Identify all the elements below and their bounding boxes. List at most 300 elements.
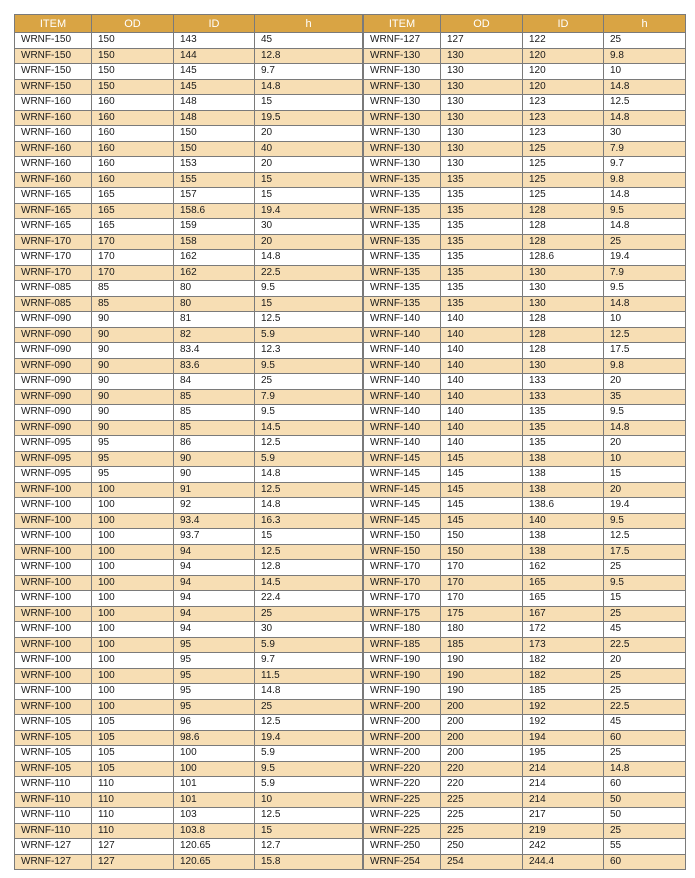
table-row	[15, 653, 363, 669]
id-cell: 85	[174, 405, 255, 421]
od-cell: 105	[92, 761, 174, 777]
table-row	[364, 839, 686, 855]
id-cell: 128	[523, 312, 604, 328]
item-cell: WRNF-085	[15, 296, 92, 312]
item-cell: WRNF-175	[364, 606, 441, 622]
item-cell: WRNF-140	[364, 343, 441, 359]
h-cell: 14.8	[255, 684, 363, 700]
id-cell: 120.65	[174, 839, 255, 855]
od-cell: 225	[441, 808, 523, 824]
id-cell: 153	[174, 157, 255, 173]
item-cell: WRNF-090	[15, 374, 92, 390]
item-cell: WRNF-145	[364, 498, 441, 514]
table-row	[15, 777, 363, 793]
h-cell: 20	[604, 653, 686, 669]
id-cell: 94	[174, 606, 255, 622]
id-cell: 214	[523, 777, 604, 793]
table-row	[15, 64, 363, 80]
item-cell: WRNF-100	[15, 591, 92, 607]
h-cell: 60	[604, 854, 686, 870]
od-cell: 100	[92, 482, 174, 498]
table-row	[15, 591, 363, 607]
id-cell: 123	[523, 110, 604, 126]
od-cell: 200	[441, 699, 523, 715]
id-cell: 85	[174, 389, 255, 405]
od-cell: 170	[92, 250, 174, 266]
item-cell: WRNF-100	[15, 622, 92, 638]
od-cell: 165	[92, 188, 174, 204]
id-cell: 244.4	[523, 854, 604, 870]
item-cell: WRNF-170	[364, 591, 441, 607]
h-cell: 20	[255, 126, 363, 142]
h-cell: 30	[255, 622, 363, 638]
table-row	[15, 451, 363, 467]
od-cell: 110	[92, 808, 174, 824]
id-cell: 100	[174, 746, 255, 762]
id-cell: 93.7	[174, 529, 255, 545]
item-cell: WRNF-100	[15, 575, 92, 591]
id-cell: 83.6	[174, 358, 255, 374]
id-cell: 192	[523, 699, 604, 715]
item-cell: WRNF-200	[364, 730, 441, 746]
od-cell: 135	[441, 296, 523, 312]
od-cell: 90	[92, 343, 174, 359]
item-cell: WRNF-225	[364, 823, 441, 839]
h-cell: 9.7	[255, 653, 363, 669]
h-cell: 9.5	[255, 281, 363, 297]
h-cell: 22.5	[604, 699, 686, 715]
id-cell: 144	[174, 48, 255, 64]
od-cell: 95	[92, 436, 174, 452]
id-cell: 158	[174, 234, 255, 250]
table-row	[364, 637, 686, 653]
h-cell: 45	[604, 622, 686, 638]
id-cell: 80	[174, 296, 255, 312]
item-cell: WRNF-135	[364, 250, 441, 266]
od-cell: 175	[441, 606, 523, 622]
table-row	[15, 792, 363, 808]
od-cell: 190	[441, 684, 523, 700]
od-cell: 100	[92, 622, 174, 638]
od-cell: 160	[92, 141, 174, 157]
table-row	[364, 699, 686, 715]
item-cell: WRNF-140	[364, 358, 441, 374]
od-cell: 220	[441, 777, 523, 793]
id-cell: 120	[523, 48, 604, 64]
od-cell: 105	[92, 730, 174, 746]
item-cell: WRNF-160	[15, 172, 92, 188]
h-cell: 15	[604, 467, 686, 483]
table-row	[364, 606, 686, 622]
h-cell: 45	[255, 33, 363, 49]
od-cell: 100	[92, 498, 174, 514]
table-row	[364, 529, 686, 545]
h-cell: 25	[604, 560, 686, 576]
h-cell: 14.5	[255, 420, 363, 436]
id-cell: 123	[523, 95, 604, 111]
item-cell: WRNF-130	[364, 110, 441, 126]
id-cell: 95	[174, 684, 255, 700]
od-cell: 200	[441, 730, 523, 746]
table-header-row	[15, 15, 363, 33]
id-cell: 182	[523, 668, 604, 684]
id-cell: 94	[174, 575, 255, 591]
item-cell: WRNF-250	[364, 839, 441, 855]
table-row	[15, 699, 363, 715]
id-cell: 138	[523, 544, 604, 560]
od-cell: 100	[92, 591, 174, 607]
item-cell: WRNF-190	[364, 668, 441, 684]
od-cell: 127	[92, 839, 174, 855]
h-cell: 22.5	[604, 637, 686, 653]
h-cell: 20	[255, 157, 363, 173]
h-cell: 40	[255, 141, 363, 157]
item-cell: WRNF-135	[364, 296, 441, 312]
h-cell: 25	[604, 33, 686, 49]
id-cell: 120	[523, 79, 604, 95]
table-row	[364, 513, 686, 529]
table-row	[364, 560, 686, 576]
id-cell: 135	[523, 420, 604, 436]
item-cell: WRNF-145	[364, 451, 441, 467]
item-cell: WRNF-180	[364, 622, 441, 638]
od-cell: 110	[92, 823, 174, 839]
h-cell: 14.8	[255, 498, 363, 514]
od-cell: 150	[92, 64, 174, 80]
od-cell: 170	[92, 234, 174, 250]
id-cell: 145	[174, 79, 255, 95]
h-cell: 25	[604, 606, 686, 622]
table-row	[15, 296, 363, 312]
item-cell: WRNF-127	[15, 839, 92, 855]
h-cell: 20	[604, 374, 686, 390]
table-row	[364, 110, 686, 126]
id-cell: 125	[523, 188, 604, 204]
column-header-h: h	[604, 15, 686, 33]
od-cell: 100	[92, 637, 174, 653]
item-cell: WRNF-150	[15, 64, 92, 80]
od-cell: 130	[441, 79, 523, 95]
h-cell: 14.8	[604, 219, 686, 235]
h-cell: 15	[604, 591, 686, 607]
item-cell: WRNF-170	[364, 575, 441, 591]
h-cell: 9.5	[255, 358, 363, 374]
id-cell: 101	[174, 777, 255, 793]
od-cell: 95	[92, 467, 174, 483]
id-cell: 125	[523, 141, 604, 157]
id-cell: 90	[174, 467, 255, 483]
od-cell: 105	[92, 746, 174, 762]
table-row	[15, 606, 363, 622]
table-row	[364, 792, 686, 808]
h-cell: 12.3	[255, 343, 363, 359]
table-row	[15, 343, 363, 359]
item-cell: WRNF-130	[364, 95, 441, 111]
id-cell: 214	[523, 792, 604, 808]
od-cell: 160	[92, 110, 174, 126]
od-cell: 185	[441, 637, 523, 653]
h-cell: 55	[604, 839, 686, 855]
table-row	[15, 839, 363, 855]
id-cell: 130	[523, 281, 604, 297]
item-cell: WRNF-145	[364, 513, 441, 529]
table-row	[364, 374, 686, 390]
item-cell: WRNF-170	[364, 560, 441, 576]
id-cell: 150	[174, 141, 255, 157]
id-cell: 95	[174, 699, 255, 715]
h-cell: 17.5	[604, 544, 686, 560]
id-cell: 103.8	[174, 823, 255, 839]
item-cell: WRNF-105	[15, 730, 92, 746]
od-cell: 190	[441, 668, 523, 684]
table-row	[364, 79, 686, 95]
table-row	[15, 560, 363, 576]
item-cell: WRNF-140	[364, 420, 441, 436]
od-cell: 160	[92, 157, 174, 173]
od-cell: 90	[92, 389, 174, 405]
od-cell: 110	[92, 777, 174, 793]
h-cell: 5.9	[255, 637, 363, 653]
table-row	[364, 141, 686, 157]
od-cell: 100	[92, 699, 174, 715]
h-cell: 15	[255, 529, 363, 545]
table-row	[364, 575, 686, 591]
item-cell: WRNF-100	[15, 482, 92, 498]
table-row	[15, 761, 363, 777]
id-cell: 133	[523, 389, 604, 405]
item-cell: WRNF-150	[15, 48, 92, 64]
h-cell: 9.8	[604, 172, 686, 188]
item-cell: WRNF-130	[364, 48, 441, 64]
table-row	[364, 715, 686, 731]
item-cell: WRNF-140	[364, 405, 441, 421]
h-cell: 7.9	[604, 265, 686, 281]
item-cell: WRNF-135	[364, 281, 441, 297]
id-cell: 128	[523, 203, 604, 219]
id-cell: 120.65	[174, 854, 255, 870]
spec-table-right	[363, 14, 686, 870]
od-cell: 100	[92, 668, 174, 684]
table-row	[364, 312, 686, 328]
h-cell: 5.9	[255, 746, 363, 762]
table-row	[15, 358, 363, 374]
od-cell: 130	[441, 157, 523, 173]
table-row	[15, 715, 363, 731]
h-cell: 17.5	[604, 343, 686, 359]
id-cell: 123	[523, 126, 604, 142]
h-cell: 60	[604, 777, 686, 793]
id-cell: 130	[523, 296, 604, 312]
table-row	[15, 482, 363, 498]
id-cell: 133	[523, 374, 604, 390]
h-cell: 15	[255, 823, 363, 839]
h-cell: 35	[604, 389, 686, 405]
od-cell: 130	[441, 48, 523, 64]
h-cell: 9.5	[255, 761, 363, 777]
id-cell: 242	[523, 839, 604, 855]
h-cell: 10	[255, 792, 363, 808]
item-cell: WRNF-110	[15, 792, 92, 808]
h-cell: 14.8	[604, 110, 686, 126]
item-cell: WRNF-095	[15, 467, 92, 483]
id-cell: 128	[523, 327, 604, 343]
table-row	[15, 513, 363, 529]
item-cell: WRNF-170	[15, 250, 92, 266]
h-cell: 22.5	[255, 265, 363, 281]
item-cell: WRNF-110	[15, 823, 92, 839]
od-cell: 135	[441, 172, 523, 188]
item-cell: WRNF-165	[15, 188, 92, 204]
item-cell: WRNF-160	[15, 126, 92, 142]
table-row	[364, 203, 686, 219]
table-row	[15, 529, 363, 545]
id-cell: 94	[174, 544, 255, 560]
item-cell: WRNF-254	[364, 854, 441, 870]
table-row	[15, 746, 363, 762]
od-cell: 170	[441, 591, 523, 607]
h-cell: 25	[604, 823, 686, 839]
od-cell: 135	[441, 265, 523, 281]
id-cell: 81	[174, 312, 255, 328]
od-cell: 140	[441, 312, 523, 328]
id-cell: 83.4	[174, 343, 255, 359]
od-cell: 180	[441, 622, 523, 638]
id-cell: 93.4	[174, 513, 255, 529]
table-row	[15, 250, 363, 266]
item-cell: WRNF-090	[15, 358, 92, 374]
h-cell: 50	[604, 792, 686, 808]
item-cell: WRNF-110	[15, 777, 92, 793]
table-row	[364, 823, 686, 839]
table-row	[364, 64, 686, 80]
h-cell: 5.9	[255, 777, 363, 793]
od-cell: 90	[92, 420, 174, 436]
h-cell: 20	[255, 234, 363, 250]
od-cell: 100	[92, 513, 174, 529]
id-cell: 80	[174, 281, 255, 297]
od-cell: 100	[92, 560, 174, 576]
table-row	[15, 172, 363, 188]
table-row	[364, 808, 686, 824]
column-header-item: ITEM	[15, 15, 92, 33]
table-row	[15, 188, 363, 204]
column-header-od: OD	[441, 15, 523, 33]
table-row	[15, 808, 363, 824]
item-cell: WRNF-145	[364, 482, 441, 498]
od-cell: 100	[92, 606, 174, 622]
id-cell: 130	[523, 358, 604, 374]
h-cell: 12.5	[604, 95, 686, 111]
h-cell: 9.7	[255, 64, 363, 80]
id-cell: 101	[174, 792, 255, 808]
item-cell: WRNF-127	[364, 33, 441, 49]
item-cell: WRNF-160	[15, 110, 92, 126]
h-cell: 19.4	[255, 203, 363, 219]
item-cell: WRNF-190	[364, 684, 441, 700]
id-cell: 155	[174, 172, 255, 188]
od-cell: 140	[441, 343, 523, 359]
id-cell: 135	[523, 405, 604, 421]
item-cell: WRNF-150	[15, 79, 92, 95]
spec-table-left	[14, 14, 363, 870]
od-cell: 127	[441, 33, 523, 49]
item-cell: WRNF-100	[15, 684, 92, 700]
table-row	[364, 172, 686, 188]
h-cell: 15	[255, 188, 363, 204]
id-cell: 157	[174, 188, 255, 204]
od-cell: 160	[92, 126, 174, 142]
h-cell: 14.8	[255, 467, 363, 483]
item-cell: WRNF-140	[364, 327, 441, 343]
id-cell: 138	[523, 467, 604, 483]
item-cell: WRNF-200	[364, 715, 441, 731]
id-cell: 140	[523, 513, 604, 529]
table-row	[364, 219, 686, 235]
h-cell: 14.8	[604, 761, 686, 777]
h-cell: 12.8	[255, 560, 363, 576]
id-cell: 167	[523, 606, 604, 622]
h-cell: 14.8	[604, 296, 686, 312]
od-cell: 140	[441, 374, 523, 390]
h-cell: 19.4	[255, 730, 363, 746]
id-cell: 195	[523, 746, 604, 762]
h-cell: 14.8	[604, 79, 686, 95]
h-cell: 10	[604, 451, 686, 467]
h-cell: 12.5	[255, 436, 363, 452]
od-cell: 145	[441, 467, 523, 483]
od-cell: 90	[92, 327, 174, 343]
item-cell: WRNF-100	[15, 529, 92, 545]
id-cell: 135	[523, 436, 604, 452]
table-row	[15, 126, 363, 142]
id-cell: 165	[523, 591, 604, 607]
od-cell: 145	[441, 498, 523, 514]
h-cell: 12.5	[255, 312, 363, 328]
column-header-od: OD	[92, 15, 174, 33]
table-row	[364, 482, 686, 498]
table-row	[364, 761, 686, 777]
item-cell: WRNF-160	[15, 141, 92, 157]
h-cell: 12.5	[604, 529, 686, 545]
item-cell: WRNF-170	[15, 265, 92, 281]
od-cell: 165	[92, 203, 174, 219]
table-row	[364, 451, 686, 467]
od-cell: 100	[92, 684, 174, 700]
table-header-row	[364, 15, 686, 33]
item-cell: WRNF-100	[15, 560, 92, 576]
id-cell: 98.6	[174, 730, 255, 746]
od-cell: 170	[92, 265, 174, 281]
od-cell: 170	[441, 560, 523, 576]
id-cell: 162	[174, 250, 255, 266]
item-cell: WRNF-160	[15, 157, 92, 173]
od-cell: 140	[441, 327, 523, 343]
h-cell: 12.7	[255, 839, 363, 855]
id-cell: 159	[174, 219, 255, 235]
id-cell: 165	[523, 575, 604, 591]
item-cell: WRNF-100	[15, 544, 92, 560]
item-cell: WRNF-100	[15, 498, 92, 514]
od-cell: 110	[92, 792, 174, 808]
table-row	[364, 405, 686, 421]
od-cell: 150	[441, 544, 523, 560]
od-cell: 135	[441, 250, 523, 266]
h-cell: 25	[604, 234, 686, 250]
item-cell: WRNF-100	[15, 699, 92, 715]
id-cell: 86	[174, 436, 255, 452]
od-cell: 130	[441, 64, 523, 80]
id-cell: 148	[174, 95, 255, 111]
